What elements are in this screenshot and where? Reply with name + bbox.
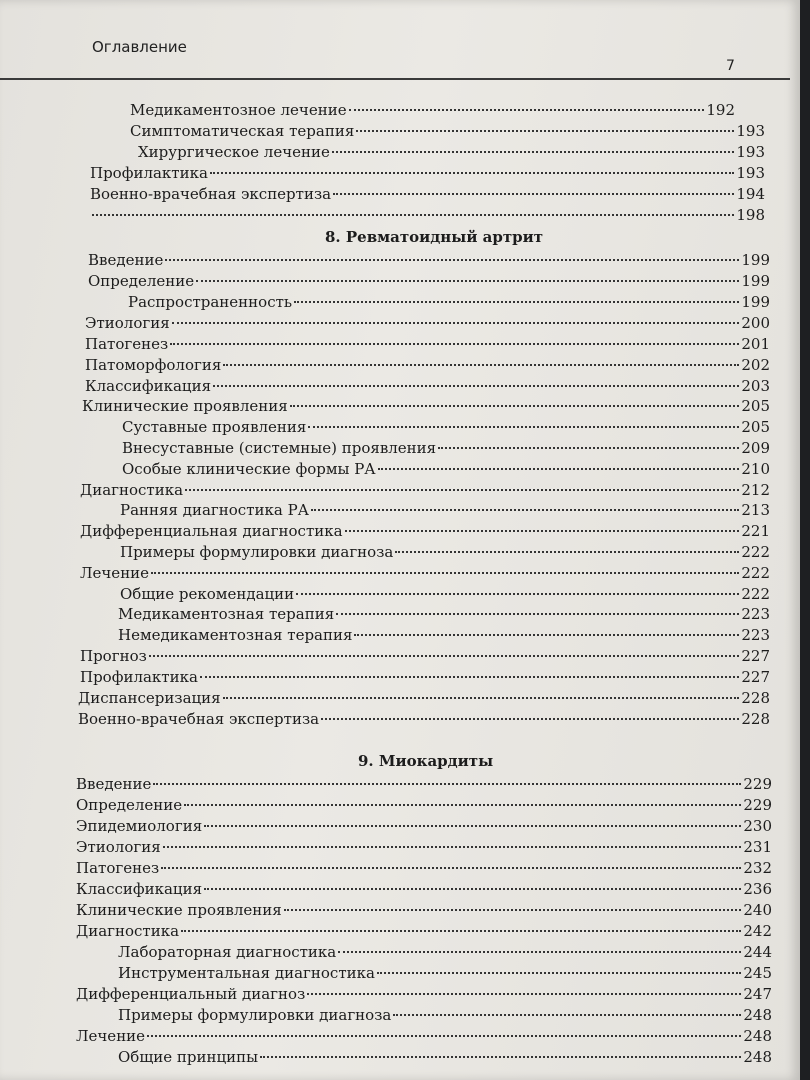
toc-entry-label: Классификация (76, 880, 203, 898)
toc-entry-label: Симптоматическая терапия (130, 122, 355, 140)
toc-entry-page: 236 (743, 880, 772, 898)
dot-leader (223, 697, 740, 699)
dot-leader (356, 130, 734, 132)
toc-entry[interactable] (90, 205, 765, 225)
toc-entry-label: Определение (88, 272, 195, 290)
dot-leader (204, 888, 741, 890)
toc-entry-label: Диспансеризация (78, 689, 221, 707)
toc-entry[interactable] (76, 858, 772, 878)
toc-entry-page: 227 (741, 647, 770, 665)
toc-entry[interactable] (120, 542, 770, 562)
toc-entry-page: 203 (741, 377, 770, 395)
toc-entry-page: 222 (741, 564, 770, 582)
dot-leader (151, 572, 739, 574)
toc-entry-page: 198 (736, 206, 765, 224)
toc-entry-page: 230 (743, 817, 772, 835)
dot-leader (307, 993, 741, 995)
toc-entry-label: Военно-врачебная экспертиза (78, 710, 320, 728)
toc-entry[interactable] (76, 984, 772, 1004)
toc-entry-label: Патогенез (85, 335, 169, 353)
toc-entry-page: 229 (743, 796, 772, 814)
toc-entry[interactable] (85, 355, 770, 375)
toc-entry[interactable] (122, 417, 770, 437)
chapter-heading: 9. Миокардиты (358, 752, 494, 770)
toc-entry[interactable] (118, 604, 770, 624)
toc-entry-label: Медикаментозное лечение (130, 101, 347, 119)
dot-leader (184, 804, 741, 806)
dot-leader (181, 930, 741, 932)
toc-entry-page: 201 (741, 335, 770, 353)
toc-entry-label: Клинические проявления (76, 901, 282, 919)
toc-entry[interactable] (76, 921, 772, 941)
toc-entry-page: 209 (741, 439, 770, 457)
toc-entry[interactable] (76, 1026, 772, 1046)
toc-entry-label: Дифференциальная диагностика (80, 522, 343, 540)
toc-entry-label: Диагностика (76, 922, 180, 940)
toc-entry-page: 199 (741, 293, 770, 311)
toc-entry[interactable] (80, 667, 770, 687)
toc-entry-page: 212 (741, 481, 770, 499)
toc-entry-label: Клинические проявления (82, 397, 288, 415)
dot-leader (338, 951, 741, 953)
toc-entry[interactable] (118, 1047, 772, 1067)
toc-entry[interactable] (90, 163, 765, 183)
dot-leader (165, 259, 739, 261)
dot-leader (311, 509, 739, 511)
toc-entry[interactable] (120, 500, 770, 520)
toc-entry-label: Профилактика (80, 668, 198, 686)
dot-leader (161, 867, 741, 869)
toc-entry-page: 193 (736, 143, 765, 161)
toc-entry-page: 227 (741, 668, 770, 686)
toc-entry-label: Общие рекомендации (120, 585, 295, 603)
dot-leader (345, 530, 740, 532)
toc-entry[interactable] (118, 963, 772, 983)
toc-entry-label: Эпидемиология (76, 817, 203, 835)
dot-leader (395, 551, 739, 553)
toc-entry[interactable] (130, 121, 765, 141)
toc-entry-label: Лечение (80, 564, 150, 582)
toc-entry-page: 248 (743, 1006, 772, 1024)
toc-entry-label: Хирургическое лечение (138, 143, 330, 161)
toc-entry[interactable] (76, 900, 772, 920)
toc-entry-label: Профилактика (90, 164, 208, 182)
dot-leader (336, 613, 739, 615)
toc-entry-page: 193 (736, 122, 765, 140)
toc-entry-label: Распространенность (128, 293, 293, 311)
toc-entry-page: 205 (741, 397, 770, 415)
dot-leader (378, 468, 740, 470)
page-number: 7 (726, 58, 735, 74)
toc-entry-page: 244 (743, 943, 772, 961)
toc-entry-label: Внесуставные (системные) проявления (122, 439, 437, 457)
toc-entry[interactable] (120, 584, 770, 604)
toc-entry-page: 194 (736, 185, 765, 203)
toc-entry-page: 200 (741, 314, 770, 332)
dot-leader (333, 193, 734, 195)
toc-entry-page: 199 (741, 251, 770, 269)
toc-entry-label: Лабораторная диагностика (118, 943, 337, 961)
dot-leader (438, 447, 739, 449)
toc-entry[interactable] (76, 879, 772, 899)
toc-entry-label: Патоморфология (85, 356, 222, 374)
toc-entry-page: 222 (741, 543, 770, 561)
toc-entry[interactable] (130, 100, 735, 120)
toc-entry[interactable] (82, 396, 770, 416)
dot-leader (172, 322, 740, 324)
dot-leader (223, 364, 739, 366)
toc-entry-page: 213 (741, 501, 770, 519)
toc-entry[interactable] (78, 688, 770, 708)
toc-entry-label: Суставные проявления (122, 418, 307, 436)
dot-leader (332, 151, 734, 153)
toc-entry-page: 242 (743, 922, 772, 940)
toc-entry[interactable] (80, 646, 770, 666)
dot-leader (163, 846, 742, 848)
toc-entry-page: 228 (741, 689, 770, 707)
dot-leader (196, 280, 739, 282)
toc-entry-label: Примеры формулировки диагноза (120, 543, 394, 561)
toc-entry-label: Особые клинические формы РА (122, 460, 376, 478)
toc-entry-label: Этиология (76, 838, 161, 856)
dot-leader (290, 405, 740, 407)
toc-entry[interactable] (122, 459, 770, 479)
toc-entry-page: 245 (743, 964, 772, 982)
toc-entry[interactable] (85, 376, 770, 396)
toc-entry-label: Примеры формулировки диагноза (118, 1006, 392, 1024)
toc-entry[interactable] (118, 1005, 772, 1025)
toc-entry[interactable] (118, 942, 772, 962)
dot-leader (210, 172, 734, 174)
toc-entry[interactable] (85, 334, 770, 354)
toc-entry-page: 247 (743, 985, 772, 1003)
toc-entry[interactable] (128, 292, 770, 312)
toc-entry-label: Классификация (85, 377, 212, 395)
running-header-title: Оглавление (92, 38, 187, 56)
toc-entry-label: Дифференциальный диагноз (76, 985, 306, 1003)
toc-entry-label: Общие принципы (118, 1048, 259, 1066)
toc-entry-label: Немедикаментозная терапия (118, 626, 353, 644)
toc-entry[interactable] (76, 774, 772, 794)
toc-entry-page: 223 (741, 626, 770, 644)
dot-leader (170, 343, 739, 345)
dot-leader (308, 426, 739, 428)
toc-entry[interactable] (138, 142, 765, 162)
toc-entry[interactable] (122, 438, 770, 458)
toc-entry-label: Определение (76, 796, 183, 814)
toc-entry-page: 223 (741, 605, 770, 623)
toc-entry-page: 222 (741, 585, 770, 603)
dot-leader (294, 301, 739, 303)
toc-entry-label: Патогенез (76, 859, 160, 877)
toc-entry-label: Диагностика (80, 481, 184, 499)
toc-entry[interactable] (76, 816, 772, 836)
toc-entry[interactable] (85, 313, 770, 333)
toc-entry-label: Медикаментозная терапия (118, 605, 335, 623)
toc-entry[interactable] (88, 271, 770, 291)
toc-entry-page: 221 (741, 522, 770, 540)
dot-leader (149, 655, 740, 657)
toc-entry[interactable] (118, 625, 770, 645)
dot-leader (296, 593, 739, 595)
dot-leader (185, 489, 739, 491)
dot-leader (349, 109, 705, 111)
toc-entry-label: Ранняя диагностика РА (120, 501, 310, 519)
toc-entry-page: 193 (736, 164, 765, 182)
toc-entry-page: 199 (741, 272, 770, 290)
toc-entry-label: Лечение (76, 1027, 146, 1045)
toc-entry-page: 232 (743, 859, 772, 877)
dot-leader (92, 214, 734, 216)
dot-leader (260, 1056, 741, 1058)
toc-entry-page: 210 (741, 460, 770, 478)
toc-entry-label: Военно-врачебная экспертиза (90, 185, 332, 203)
toc-entry-page: 240 (743, 901, 772, 919)
toc-entry-label: Этиология (85, 314, 170, 332)
dot-leader (354, 634, 739, 636)
toc-entry[interactable] (76, 795, 772, 815)
toc-entry-page: 229 (743, 775, 772, 793)
dot-leader (321, 718, 739, 720)
toc-entry-page: 192 (706, 101, 735, 119)
toc-entry-page: 248 (743, 1027, 772, 1045)
toc-entry-page: 205 (741, 418, 770, 436)
dot-leader (153, 783, 741, 785)
dot-leader (147, 1035, 741, 1037)
dot-leader (393, 1014, 741, 1016)
dot-leader (213, 385, 739, 387)
toc-entry-label: Прогноз (80, 647, 147, 665)
dot-leader (200, 676, 739, 678)
dot-leader (204, 825, 741, 827)
toc-entry-label: Введение (88, 251, 164, 269)
toc-entry[interactable] (88, 250, 770, 270)
toc-entry[interactable] (80, 480, 770, 500)
chapter-heading: 8. Ревматоидный артрит (325, 228, 544, 246)
toc-entry[interactable] (78, 709, 770, 729)
toc-entry[interactable] (90, 184, 765, 204)
toc-entry-label: Введение (76, 775, 152, 793)
toc-entry[interactable] (80, 563, 770, 583)
dot-leader (377, 972, 741, 974)
toc-entry-page: 231 (743, 838, 772, 856)
toc-entry[interactable] (80, 521, 770, 541)
toc-entry[interactable] (76, 837, 772, 857)
dot-leader (284, 909, 742, 911)
toc-entry-page: 248 (743, 1048, 772, 1066)
toc-entry-label: Инструментальная диагностика (118, 964, 375, 982)
toc-entry-page: 202 (741, 356, 770, 374)
toc-entry-page: 228 (741, 710, 770, 728)
